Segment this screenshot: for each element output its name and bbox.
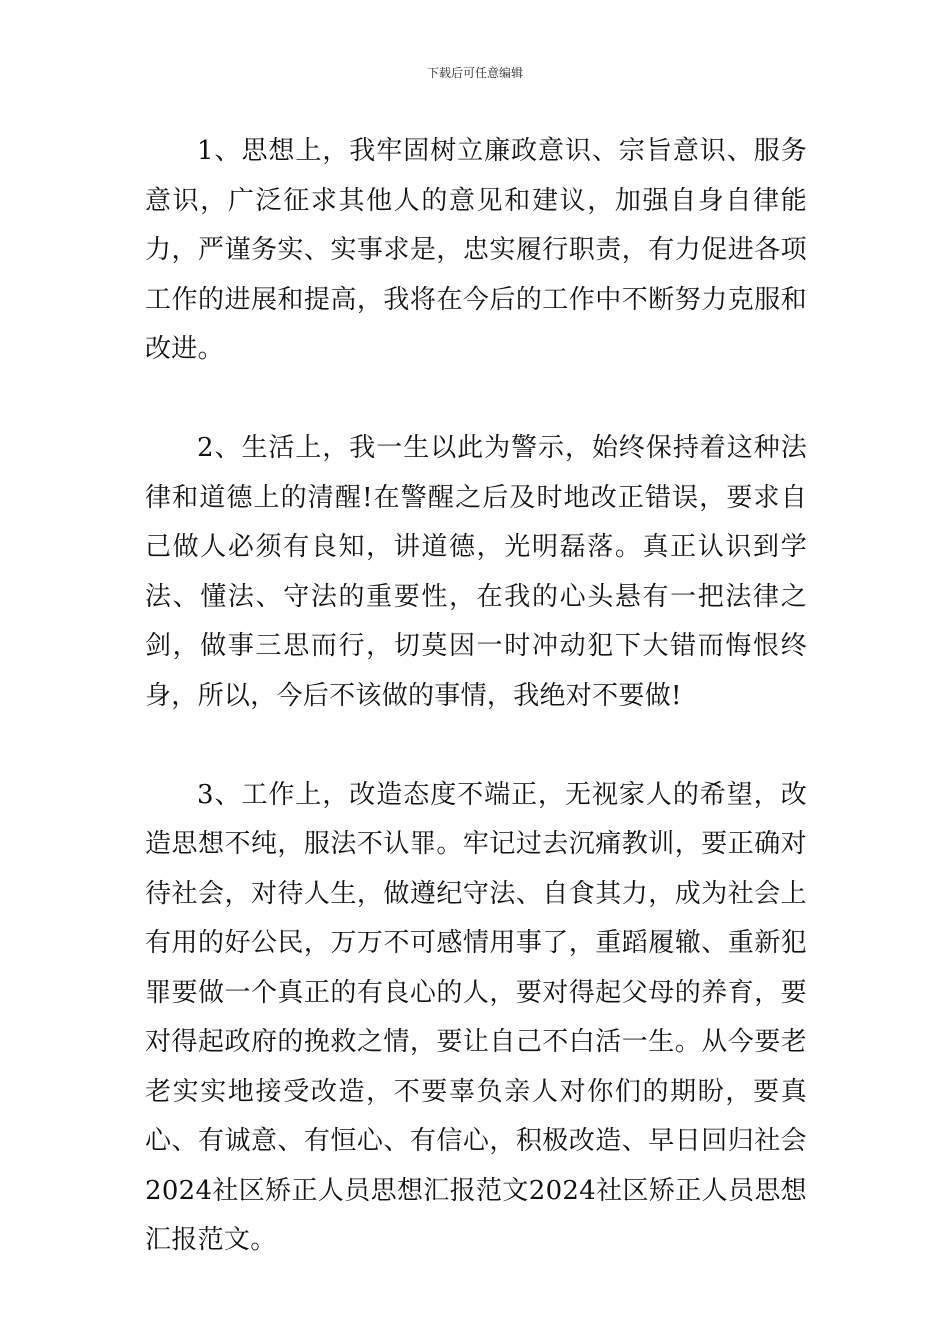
paragraph-3: 3、工作上，改造态度不端正，无视家人的希望，改造思想不纯，服法不认罪。牢记过去沉痛教训，要正确对待社会，对待人生，做遵纪守法、自食其力，成为社会上有用的好公民，万万不可感情用事了，重蹈履辙、重新犯罪要做一个真正的有良心的人，要对得起父母的养育，要对得起政府的挽救之情，要让自己不白活一生。从今要老老实实地接受改造，不要辜负亲人对你们的期盼，要真心、有诚意、有恒心、有信心，积极改造、早日回归社会2024社区矫正人员思想汇报范文2024社区矫正人员思想汇报范文。 <box>145 779 807 1255</box>
document-body <box>145 127 807 1266</box>
page-header-note: 下载后可任意编辑 <box>426 66 523 80</box>
paragraph-1: 1、思想上，我牢固树立廉政意识、宗旨意识、服务意识，广泛征求其他人的意见和建议，加强自身自律能力，严谨务实、实事求是，忠实履行职责，有力促进各项工作的进展和提高，我将在今后的工作中不断努力克服和改进。 <box>145 136 807 364</box>
paragraph-2: 2、生活上，我一生以此为警示，始终保持着这种法律和道德上的清醒!在警醒之后及时地改正错误，要求自己做人必须有良知，讲道德，光明磊落。真正认识到学法、懂法、守法的重要性，在我的心头悬有一把法律之剑，做事三思而行，切莫因一时冲动犯下大错而悔恨终身，所以，今后不该做的事情，我绝对不要做! <box>145 433 807 711</box>
